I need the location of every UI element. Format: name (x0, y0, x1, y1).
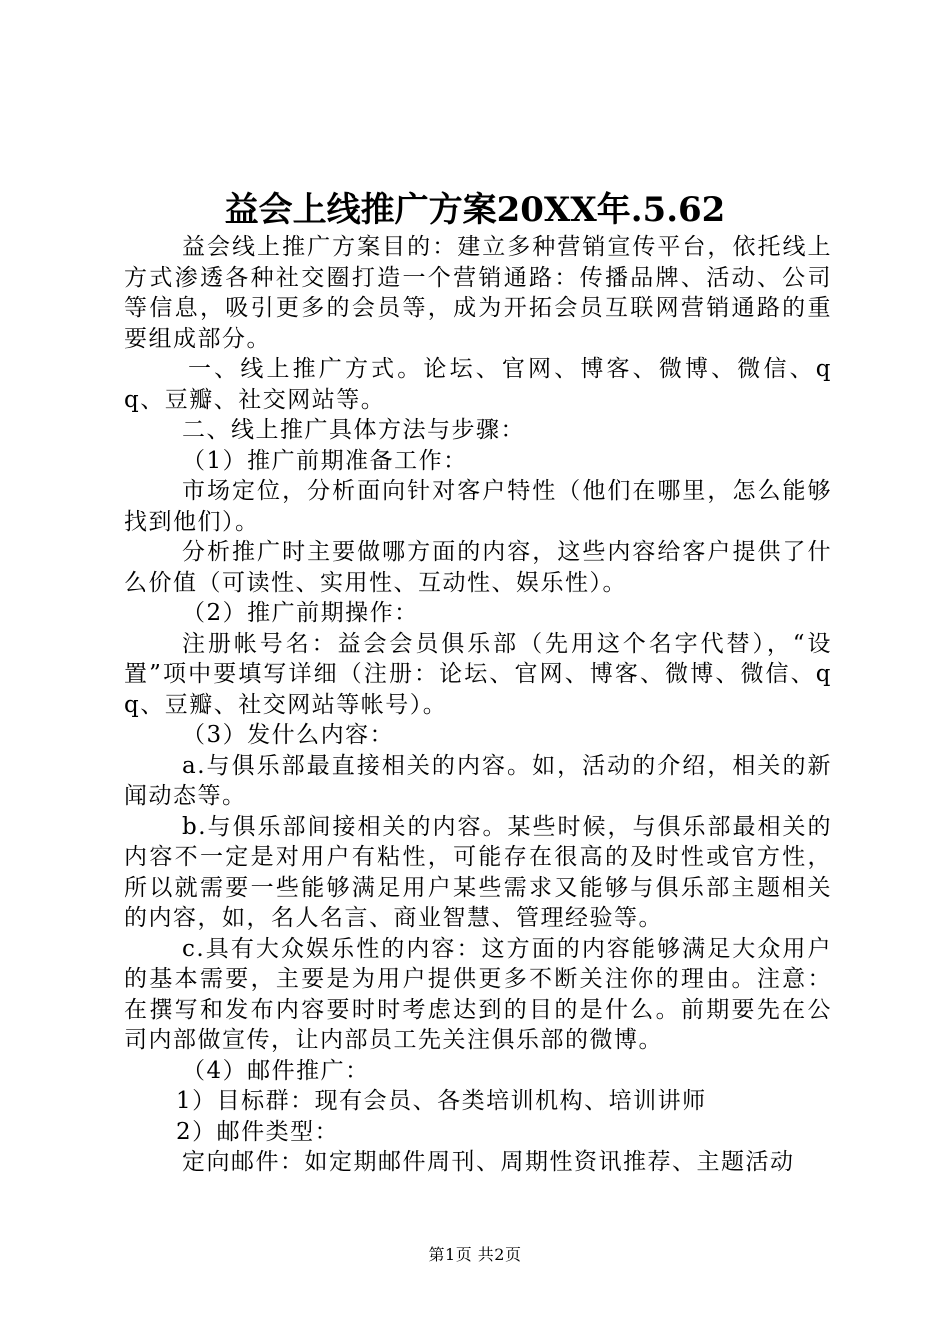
paragraph-targeted-mail: 定向邮件：如定期邮件周刊、周期性资讯推荐、主题活动 (182, 1149, 795, 1175)
paragraph-mail-type: 2）邮件类型： (176, 1118, 340, 1145)
paragraph-target-group: 1）目标群：现有会员、各类培训机构、培训讲师 (176, 1088, 707, 1114)
page-footer: 第1页 共2页 (428, 1245, 522, 1264)
paragraph-step-4: （4）邮件推广： (182, 1057, 370, 1084)
paragraph-content-analysis: 分析推广时主要做哪方面的内容，这些内容给客户提供了什么价值（可读性、实用性、互动性、娱乐性）。 (124, 539, 832, 596)
paragraph-market-position: 市场定位，分析面向针对客户特性（他们在哪里，怎么能够找到他们）。 (124, 478, 832, 535)
paragraph-step-2: （2）推广前期操作： (182, 600, 419, 626)
paragraph-register-account: 注册帐号名：益会会员俱乐部（先用这个名字代替），“设置”项中要填写详细（注册：论坛、官网、博客、微博、微信、qq、豆瓣、社交网站等帐号）。 (124, 630, 832, 718)
document-title: 益会上线推广方案20XX年.5.62 (224, 190, 726, 230)
paragraph-purpose: 益会线上推广方案目的：建立多种营销宣传平台，依托线上方式渗透各种社交圈打造一个营销通路：传播品牌、活动、公司等信息，吸引更多的会员等，成为开拓会员互联网营销通路的重要组成部分。 (124, 234, 832, 352)
paragraph-content-c: c.具有大众娱乐性的内容：这方面的内容能够满足大众用户的基本需要，主要是为用户提供更多不断关注你的理由。注意：在撰写和发布内容要时时考虑达到的目的是什么。前期要先在公司内部做宣传，让内部员工先关注俱乐部的微博。 (124, 935, 832, 1053)
document-body (124, 232, 832, 1178)
paragraph-step-1: （1）推广前期准备工作： (182, 447, 468, 474)
paragraph-section-1: 一、线上推广方式。论坛、官网、博客、微博、微信、qq、豆瓣、社交网站等。 (124, 356, 832, 413)
paragraph-section-2: 二、线上推广具体方法与步骤： (182, 417, 525, 443)
paragraph-step-3: （3）发什么内容： (182, 722, 395, 748)
paragraph-content-b: b.与俱乐部间接相关的内容。某些时候，与俱乐部最相关的内容不一定是对用户有粘性，可能存在很高的及时性或官方性，所以就需要一些能够满足用户某些需求又能够与俱乐部主题相关的内容，如，名人名言、商业智慧、管理经验等。 (124, 813, 832, 931)
paragraph-content-a: a.与俱乐部最直接相关的内容。如，活动的介绍，相关的新闻动态等。 (124, 752, 832, 809)
